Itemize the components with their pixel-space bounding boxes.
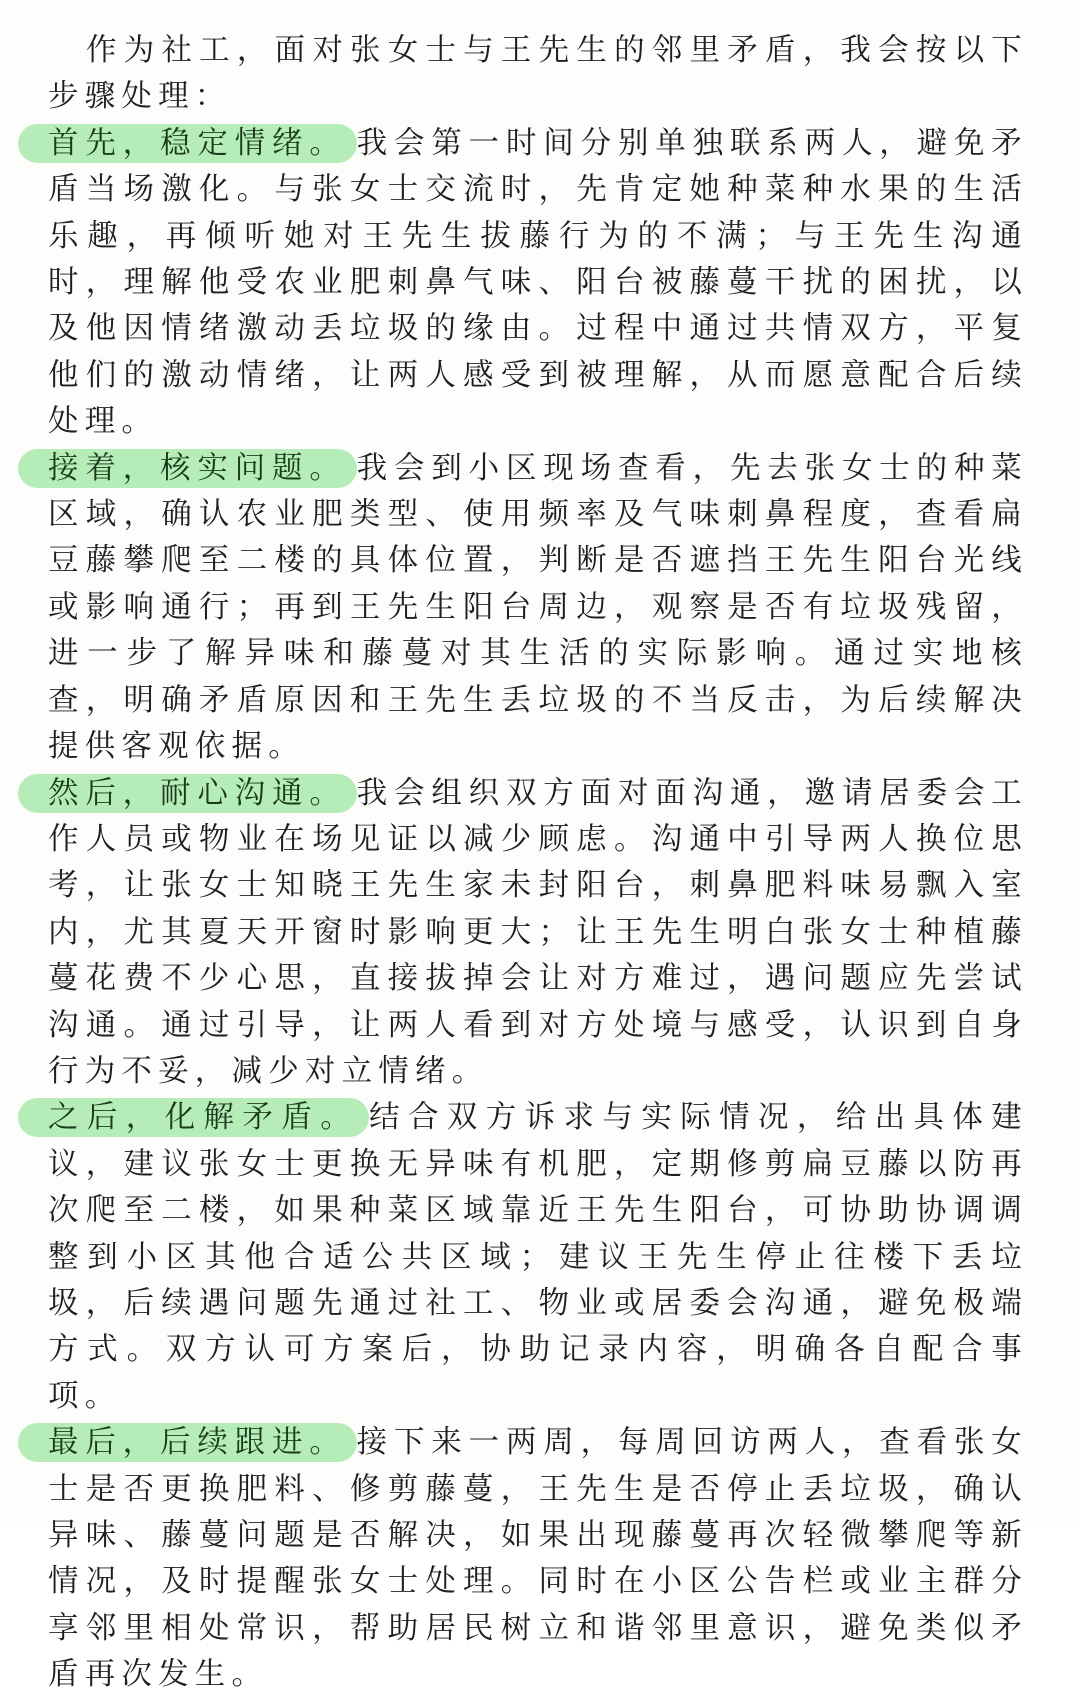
step-heading-highlight: 最后，后续跟进。 [18,1423,357,1462]
step-body-text: 接下来一两周，每周回访两人，查看张女士是否更换肥料、修剪藤蔓，王先生是否停止丢垃圾，确认异味、藤蔓问题是否解决，如果出现藤蔓再次轻微攀爬等新情况，及时提醒张女士处理。同时在小区公告栏或业主群分享邻里相处常识，帮助居民树立和谐邻里意识，避免类似矛盾再次发生。 [48,1425,1028,1693]
document-body [48,28,1028,1699]
step-heading-highlight: 首先，稳定情绪。 [18,124,357,163]
step-paragraph-3 [48,771,1028,1096]
step-heading-highlight: 接着，核实问题。 [18,449,357,488]
step-heading-highlight: 之后，化解矛盾。 [18,1098,369,1137]
step-body-text: 结合双方诉求与实际情况，给出具体建议，建议张女士更换无异味有机肥，定期修剪扁豆藤以防再次爬至二楼，如果种菜区域靠近王先生阳台，可协助协调调整到小区其他合适公共区域；建议王先生停止往楼下丢垃圾，后续遇问题先通过社工、物业或居委会沟通，避免极端方式。双方认可方案后，协助记录内容，明确各自配合事项。 [48,1100,1028,1414]
step-paragraph-2 [48,446,1028,771]
intro-paragraph [48,28,1028,121]
step-heading-highlight: 然后，耐心沟通。 [18,774,357,813]
step-body-text: 我会组织双方面对面沟通，邀请居委会工作人员或物业在场见证以减少顾虑。沟通中引导两人换位思考，让张女士知晓王先生家未封阳台，刺鼻肥料味易飘入室内，尤其夏天开窗时影响更大；让王先生明白张女士种植藤蔓花费不少心思，直接拔掉会让对方难过，遇问题应先尝试沟通。通过引导，让两人看到对方处境与感受，认识到自身行为不妥，减少对立情绪。 [48,775,1028,1089]
intro-text: 作为社工，面对张女士与王先生的邻里矛盾，我会按以下步骤处理： [48,33,1028,115]
step-paragraph-1 [48,121,1028,446]
step-body-text: 我会到小区现场查看，先去张女士的种菜区域，确认农业肥类型、使用频率及气味刺鼻程度，查看扁豆藤攀爬至二楼的具体位置，判断是否遮挡王先生阳台光线或影响通行；再到王先生阳台周边，观察是否有垃圾残留，进一步了解异味和藤蔓对其生活的实际影响。通过实地核查，明确矛盾原因和王先生丢垃圾的不当反击，为后续解决提供客观依据。 [48,450,1028,765]
step-body-text: 我会第一时间分别单独联系两人，避免矛盾当场激化。与张女士交流时，先肯定她种菜种水果的生活乐趣，再倾听她对王先生拔藤行为的不满；与王先生沟通时，理解他受农业肥刺鼻气味、阳台被藤蔓干扰的困扰，以及他因情绪激动丢垃圾的缘由。过程中通过共情双方，平复他们的激动情绪，让两人感受到被理解，从而愿意配合后续处理。 [48,125,1028,440]
step-paragraph-4 [48,1095,1028,1420]
step-paragraph-5 [48,1420,1028,1698]
